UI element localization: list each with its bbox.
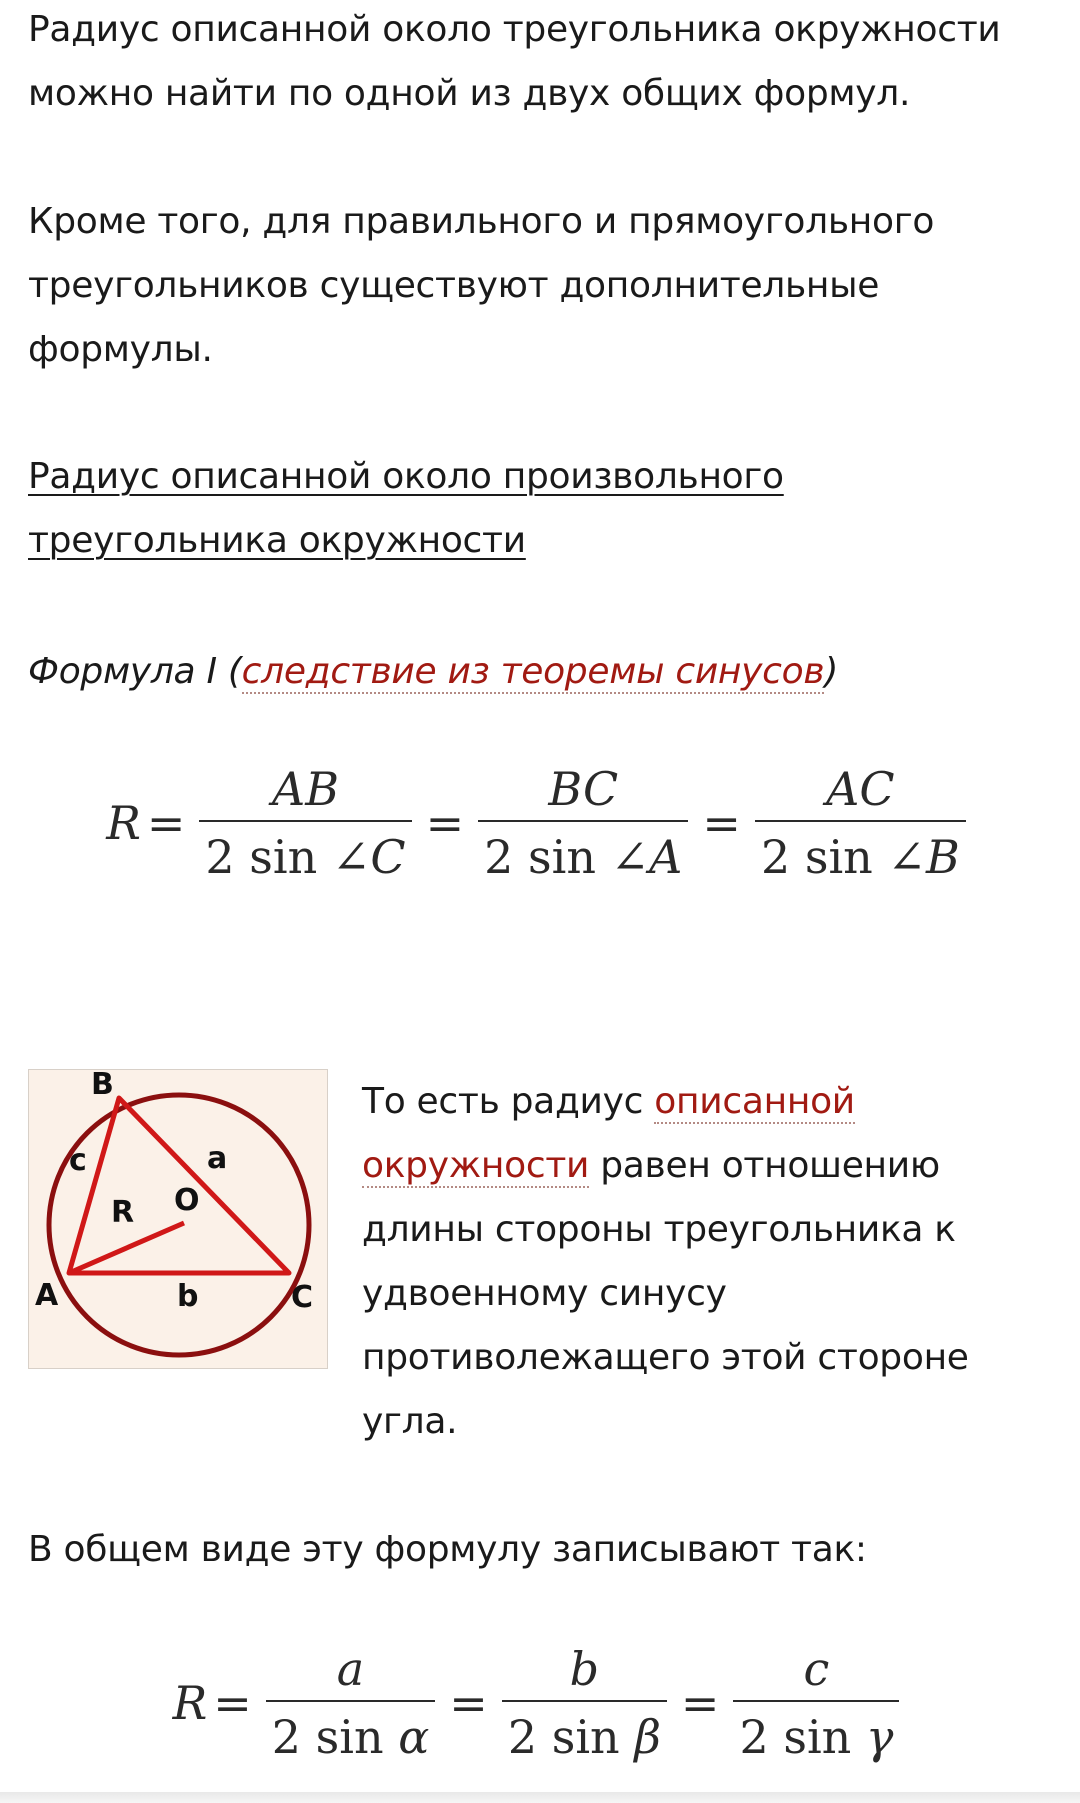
circumscribed-circle-link[interactable]: описанной окружности [362,1081,855,1186]
formula-1-lhs: R [106,796,141,850]
radius-r-label: R [111,1195,135,1230]
fraction-numerator: b [569,1642,600,1696]
formula-1-equals-1: = [146,796,186,850]
fraction-numerator: a [336,1642,365,1696]
formula-1-equals-2: = [425,796,465,850]
radius-line [69,1223,184,1273]
fraction-numerator: AB [272,762,340,816]
formula-2 [0,1640,1080,1766]
intro-paragraph-2: Кроме того, для правильного и прямоугольного треугольников существуют дополнительные формулы. [28,201,935,370]
formula-2-equals-2: = [449,1676,488,1730]
side-c-label: c [69,1143,87,1178]
bottom-divider [0,1792,1080,1803]
formula-1 [0,760,1080,886]
triangle-diagram [29,1070,327,1368]
fraction-denominator: 2 sin ∠C [199,820,411,886]
side-a-label: a [207,1141,228,1176]
formula-1-equals-3: = [702,796,741,850]
section-heading: Радиус описанной около произвольного треугольника окружности [28,456,784,561]
fraction-denominator: 2 sin ∠B [755,820,966,886]
formula-1-fraction-2 [478,760,688,886]
formula-2-fraction-1 [266,1640,436,1766]
formula-2-equals-1: = [213,1676,252,1730]
circumscribed-triangle-figure [28,1069,328,1369]
fraction-denominator: 2 sin β [502,1700,667,1766]
formula-1-fraction-1 [199,760,411,886]
side-b-label: b [177,1279,199,1314]
formula-1-caption [28,640,838,704]
intro-paragraph-1: Радиус описанной около треугольника окружности можно найти по одной из двух общих формул. [28,9,1001,114]
explanation-before: То есть радиус [362,1081,655,1122]
center-o-label: O [174,1183,200,1218]
fraction-numerator: c [803,1642,830,1696]
formula-2-fraction-3 [733,1640,899,1766]
explanation-paragraph [362,1070,1062,1454]
formula-1-fraction-3 [755,760,966,886]
law-of-sines-link[interactable]: следствие из теоремы синусов [241,651,825,692]
formula-1-label: Формула I [28,651,217,692]
fraction-denominator: 2 sin γ [733,1700,899,1766]
formula-2-equals-3: = [680,1676,720,1730]
fraction-denominator: 2 sin ∠A [478,820,688,886]
explanation-after: равен отношению длины стороны треугольника к удвоенному синусу противолежащего этой стороне угла. [362,1145,969,1442]
fraction-numerator: BC [548,762,619,816]
vertex-c-label: C [291,1280,314,1315]
formula-2-lhs: R [172,1676,208,1730]
paren-close: ) [824,651,839,692]
vertex-a-label: A [35,1278,59,1313]
general-form-text: В общем виде эту формулу записывают так: [28,1529,867,1570]
formula-2-fraction-2 [502,1640,667,1766]
fraction-numerator: AC [826,762,895,816]
paren-open: ( [227,651,242,692]
vertex-b-label: B [91,1070,114,1102]
fraction-denominator: 2 sin α [266,1700,436,1766]
